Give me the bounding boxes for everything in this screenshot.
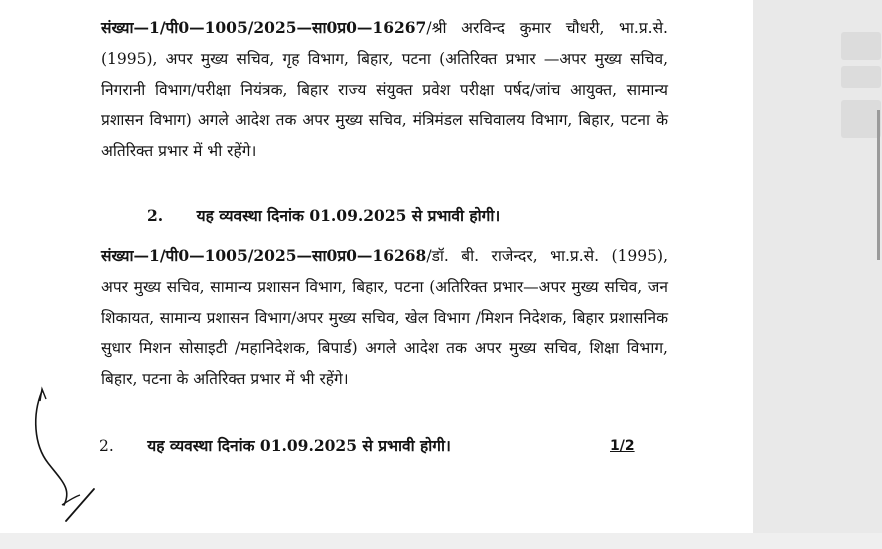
order-body-2: /डॉ. बी. राजेन्दर, भा.प्र.से. (1995), अपर मुख्य सचिव, सामान्य प्रशासन विभाग, बिहार, पटना (अतिरिक्त प्रभार—अपर मुख्य सचिव, जन शिकायत, सामान्य प्रशासन विभाग/अपर मुख्य सचिव, खेल विभाग /मिशन निदेशक, बिहार प्रशासनिक सुधार मिशन सोसाइटी /महानिदेशक, बिपार्ड) अगले आदेश तक अपर मुख्य सचिव, शिक्षा विभाग, बिहार, पटना के अतिरिक्त प्रभार में भी रहेंगे।: [101, 247, 668, 389]
effective-clause-2: [99, 434, 451, 456]
side-panel: [753, 0, 882, 533]
handwritten-mark-icon: [28, 385, 108, 525]
bottom-strip: [0, 533, 882, 549]
order-paragraph-1: [101, 13, 668, 167]
order-number-2: संख्या—1/पी0—1005/2025—सा0प्र0—16268: [101, 246, 427, 265]
side-thumbnail[interactable]: [841, 32, 881, 60]
side-thumbnail[interactable]: [841, 100, 881, 138]
scrollbar[interactable]: [877, 110, 880, 260]
page-number: 1/2: [610, 438, 635, 454]
order-number-1: संख्या—1/पी0—1005/2025—सा0प्र0—16267: [101, 18, 427, 37]
side-thumbnail[interactable]: [841, 66, 881, 88]
clause-number-2: 2.: [99, 437, 114, 455]
clause-text-1: यह व्यवस्था दिनांक 01.09.2025 से प्रभावी होगी।: [196, 206, 501, 225]
order-paragraph-2: [101, 241, 668, 395]
effective-clause-1: [147, 204, 500, 226]
clause-text-2: यह व्यवस्था दिनांक 01.09.2025 से प्रभावी होगी।: [147, 436, 451, 455]
order-body-1: /श्री अरविन्द कुमार चौधरी, भा.प्र.से.(1995), अपर मुख्य सचिव, गृह विभाग, बिहार, पटना (अतिरिक्त प्रभार —अपर मुख्य सचिव, निगरानी विभाग/परीक्षा नियंत्रक, बिहार राज्य संयुक्त प्रवेश परीक्षा पर्षद/जांच आयुक्त, सामान्य प्रशासन विभाग) अगले आदेश तक अपर मुख्य सचिव, मंत्रिमंडल सचिवालय विभाग, बिहार, पटना के अतिरिक्त प्रभार में भी रहेंगे।: [101, 19, 668, 161]
clause-number-1: 2.: [147, 206, 164, 225]
